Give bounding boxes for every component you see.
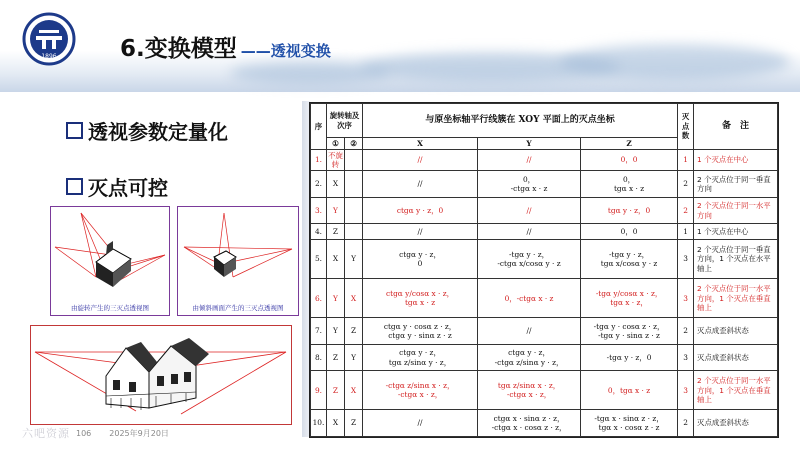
thumbnail-caption: 由倾斜画面产生的三灭点透视图 — [192, 304, 284, 312]
cell-z: 0， tgα x · z — [581, 171, 678, 197]
cell-x: ctgα y · z，0 — [363, 197, 478, 223]
bullet-controllable — [66, 172, 168, 201]
cell-seq: 8. — [311, 344, 327, 370]
header-sub2: ② — [345, 138, 363, 150]
cell-seq: 5. — [311, 240, 327, 279]
cell-seq: 10. — [311, 410, 327, 437]
bullet-text: 灭点可控 — [88, 176, 168, 200]
cell-note: 灭点成歪斜状态 — [694, 318, 778, 344]
cell-y: 0，-ctgα x · z — [478, 279, 581, 318]
table-row — [311, 279, 778, 318]
cell-note: 2 个灭点位于同一水平方向，1 个灭点在垂直轴上 — [694, 371, 778, 410]
vanishing-point-table — [309, 102, 779, 438]
cell-axis2 — [345, 224, 363, 240]
cell-y: ctgα y · z， -ctgα z/sinα y · z， — [478, 344, 581, 370]
slide-footer — [22, 426, 169, 440]
thumbnail-tilted — [177, 206, 299, 316]
title-sub: ——透视变换 — [240, 42, 331, 60]
table-row — [311, 150, 778, 171]
bullet-text: 透视参数定量化 — [88, 120, 228, 144]
cell-x: // — [363, 150, 478, 171]
cell-axis1: 不旋转 — [328, 150, 343, 170]
cell-z: -tgα x · sinα z · z， tgα x · cosα z · z — [581, 410, 678, 437]
cell-axis1: Y — [327, 279, 345, 318]
cell-z: -tgα y · z，0 — [581, 344, 678, 370]
cell-count: 2 — [678, 410, 694, 437]
cell-axis1: Z — [327, 344, 345, 370]
header-vp: 与原坐标轴平行线簇在 XOY 平面上的灭点坐标 — [363, 104, 678, 138]
cell-x: -ctgα z/sinα x · z， -ctgα x · z， — [363, 371, 478, 410]
cell-seq: 3. — [311, 197, 327, 223]
cell-count: 2 — [678, 318, 694, 344]
table-body — [311, 150, 778, 437]
thumbnail-rotation — [50, 206, 170, 316]
table-row — [311, 171, 778, 197]
header-sub1: ① — [327, 138, 345, 150]
cell-seq: 6. — [311, 279, 327, 318]
logo-year: 1896 — [41, 53, 57, 60]
cell-note: 2 个灭点位于同一垂直方向，1 个灭点在水平轴上 — [694, 240, 778, 279]
cell-axis2: Y — [345, 240, 363, 279]
cell-axis2 — [345, 171, 363, 197]
cell-seq: 1. — [311, 150, 327, 171]
cell-y: // — [478, 197, 581, 223]
cell-axis2 — [345, 150, 363, 171]
cell-x: ctgα y · cosα z · z， ctgα y · sinα z · z — [363, 318, 478, 344]
three-vp-perspective-figure — [51, 207, 169, 303]
header-seq: 序 — [311, 104, 327, 150]
header-axis: 旋转轴及次序 — [327, 104, 363, 138]
table-row — [311, 371, 778, 410]
cell-x: // — [363, 224, 478, 240]
cell-z: -tgα y · z， tgα x/cosα y · z — [581, 240, 678, 279]
cell-axis1: Z — [327, 371, 345, 410]
table-row — [311, 410, 778, 437]
cell-axis1: X — [327, 240, 345, 279]
cell-seq: 2. — [311, 171, 327, 197]
cell-count: 3 — [678, 279, 694, 318]
cell-y: tgα z/sinα x · z， -ctgα x · z， — [478, 371, 581, 410]
square-bullet-icon — [66, 122, 83, 139]
cell-count: 2 — [678, 197, 694, 223]
slide-title — [120, 30, 331, 60]
table-row — [311, 318, 778, 344]
watermark: 六吧资源 — [22, 427, 70, 440]
table-row — [311, 240, 778, 279]
page-number: 106 — [76, 428, 92, 438]
cell-x: ctgα y · z， tgα z/sinα y · z， — [363, 344, 478, 370]
cell-x: ctgα y · z， 0 — [363, 240, 478, 279]
cell-axis2 — [345, 197, 363, 223]
cell-y: -tgα y · z， -ctgα x/cosα y · z — [478, 240, 581, 279]
cell-z: -tgα y/cosα x · z， tgα x · z， — [581, 279, 678, 318]
cell-count: 1 — [678, 224, 694, 240]
cell-axis2: Z — [345, 318, 363, 344]
cell-y: // — [478, 318, 581, 344]
house-perspective-image — [30, 325, 292, 425]
cell-count: 3 — [678, 344, 694, 370]
header-count: 灭点数 — [678, 104, 694, 150]
cell-count: 3 — [678, 371, 694, 410]
cell-axis1: Z — [327, 224, 345, 240]
table-row — [311, 344, 778, 370]
cell-note: 灭点成歪斜状态 — [694, 344, 778, 370]
slide-date: 2025年9月20日 — [109, 428, 169, 438]
cell-note: 2 个灭点位于同一垂直方向 — [694, 171, 778, 197]
cell-axis1: X — [327, 410, 345, 437]
square-bullet-icon — [66, 178, 83, 195]
cell-seq: 4. — [311, 224, 327, 240]
cell-note: 2 个灭点位于同一水平方向 — [694, 197, 778, 223]
header-z: Z — [581, 138, 678, 150]
cell-note: 2 个灭点位于同一水平方向，1 个灭点在垂直轴上 — [694, 279, 778, 318]
cell-axis2: X — [345, 371, 363, 410]
cell-z: tgα y · z，0 — [581, 197, 678, 223]
cell-x: // — [363, 410, 478, 437]
cell-axis2: Y — [345, 344, 363, 370]
cell-y: // — [478, 150, 581, 171]
cell-seq: 9. — [311, 371, 327, 410]
cell-note: 1 个灭点在中心 — [694, 224, 778, 240]
cell-z: 0，tgα x · z — [581, 371, 678, 410]
table-row — [311, 197, 778, 223]
cell-y: ctgα x · sinα z · z， -ctgα x · cosα z · z， — [478, 410, 581, 437]
cell-x: // — [363, 171, 478, 197]
cell-z: 0，0 — [581, 224, 678, 240]
cell-count: 2 — [678, 171, 694, 197]
tilted-plane-perspective-figure — [178, 207, 298, 303]
cell-z: 0，0 — [581, 150, 678, 171]
cell-axis1: Y — [327, 318, 345, 344]
cell-note: 1 个灭点在中心 — [694, 150, 778, 171]
thumbnail-caption: 由旋转产生的三灭点透视图 — [71, 304, 149, 312]
cell-axis2: X — [345, 279, 363, 318]
table-row — [311, 224, 778, 240]
cell-note: 灭点成歪斜状态 — [694, 410, 778, 437]
cell-axis2: Z — [345, 410, 363, 437]
house-drawing — [31, 326, 290, 423]
cell-z: -tgα y · cosα z · z， -tgα y · sinα z · z — [581, 318, 678, 344]
cell-axis1: X — [327, 171, 345, 197]
cell-x: ctgα y/cosα x · z， tgα x · z — [363, 279, 478, 318]
cell-seq: 7. — [311, 318, 327, 344]
cell-count: 3 — [678, 240, 694, 279]
header-y: Y — [478, 138, 581, 150]
cell-y: 0， -ctgα x · z — [478, 171, 581, 197]
university-logo — [22, 12, 76, 66]
cell-axis1: Y — [327, 197, 345, 223]
cell-count: 1 — [678, 150, 694, 171]
bullet-quantify — [66, 116, 228, 145]
title-main: 6.变换模型 — [120, 36, 237, 62]
header-note: 备 注 — [694, 104, 778, 150]
header-x: X — [363, 138, 478, 150]
cell-y: // — [478, 224, 581, 240]
